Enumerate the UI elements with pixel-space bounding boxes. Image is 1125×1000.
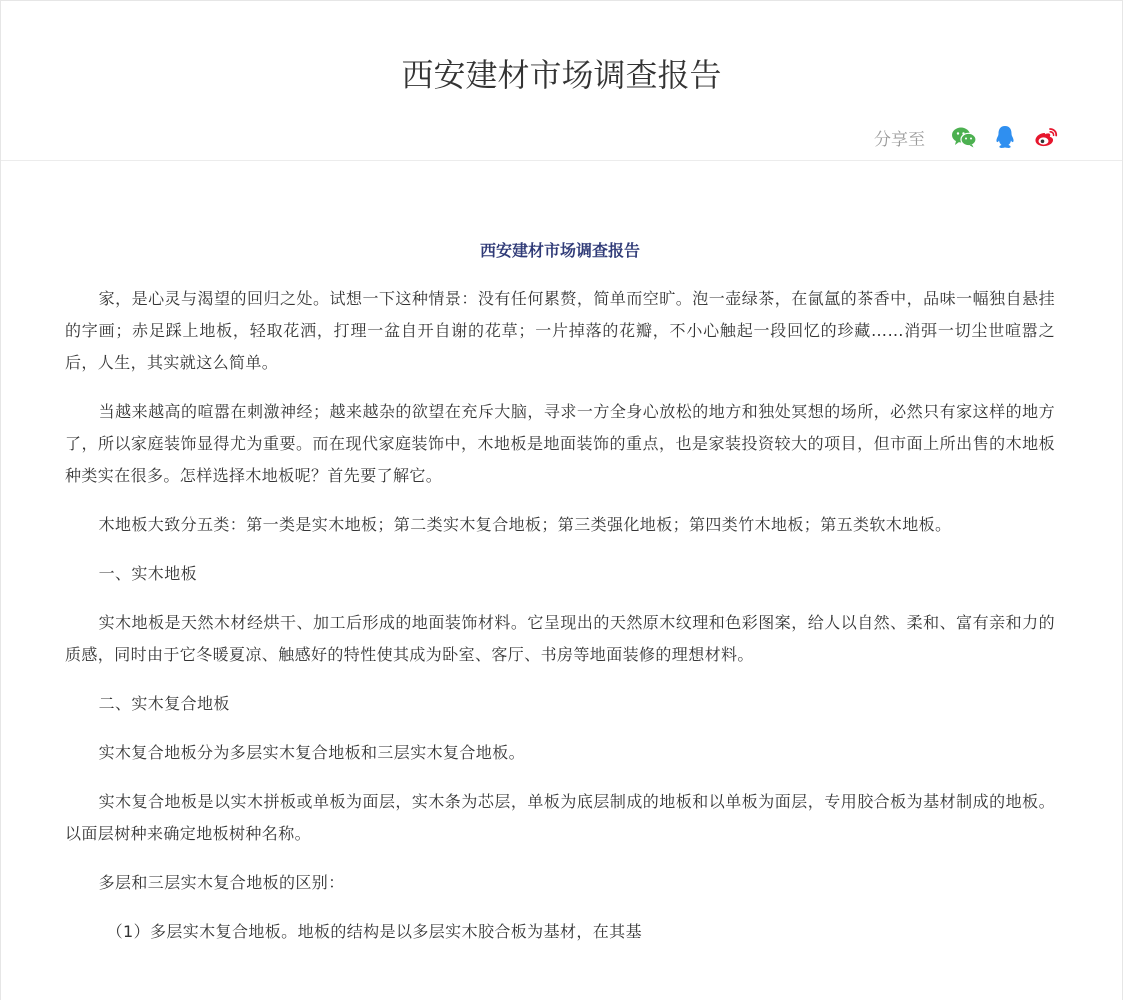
article-title: 西安建材市场调查报告: [479, 241, 640, 260]
paragraph: 当越来越高的喧嚣在刺激神经；越来越杂的欲望在充斥大脑，寻求一方全身心放松的地方和独处冥想的场所，必然只有家这样的地方了，所以家庭装饰显得尤为重要。而在现代家庭装饰中，木地板是地面装饰的重点，也是家装投资较大的项目，但市面上所出售的木地板种类实在很多。怎样选择木地板呢？首先要了解它。: [65, 402, 1055, 485]
paragraph: 木地板大致分五类：第一类是实木地板；第二类实木复合地板；第三类强化地板；第四类竹木地板；第五类软木地板。: [98, 515, 952, 534]
share-bar: [874, 122, 1060, 152]
paragraph: 实木复合地板分为多层实木复合地板和三层实木复合地板。: [98, 743, 525, 762]
page-title: 西安建材市场调查报告: [401, 56, 722, 94]
list-item: （1）多层实木复合地板。地板的结构是以多层实木胶合板为基材，在其基: [106, 922, 642, 941]
page-header: [1, 1, 1122, 161]
qq-icon[interactable]: [991, 123, 1019, 151]
share-label: 分享至: [874, 129, 925, 150]
section-heading: 一、实木地板: [98, 564, 197, 583]
paragraph: 多层和三层实木复合地板的区别：: [98, 873, 345, 892]
paragraph: 实木复合地板是以实木拼板或单板为面层，实木条为芯层，单板为底层制成的地板和以单板为面层，专用胶合板为基材制成的地板。以面层树种来确定地板树种名称。: [65, 792, 1055, 843]
wechat-icon[interactable]: [950, 123, 978, 151]
article-body: [65, 239, 1055, 965]
paragraph: 家，是心灵与渴望的回归之处。试想一下这种情景：没有任何累赘，简单而空旷。泡一壶绿茶，在氤氲的茶香中，品味一幅独自悬挂的字画；赤足踩上地板，轻取花洒，打理一盆自开自谢的花草；一片掉落的花瓣，不小心触起一段回忆的珍藏……消弭一切尘世喧嚣之后，人生，其实就这么简单。: [65, 289, 1055, 372]
section-heading: 二、实木复合地板: [98, 694, 230, 713]
weibo-icon[interactable]: [1032, 123, 1060, 151]
paragraph: 实木地板是天然木材经烘干、加工后形成的地面装饰材料。它呈现出的天然原木纹理和色彩图案，给人以自然、柔和、富有亲和力的质感，同时由于它冬暖夏凉、触感好的特性使其成为卧室、客厅、书房等地面装修的理想材料。: [65, 613, 1055, 664]
